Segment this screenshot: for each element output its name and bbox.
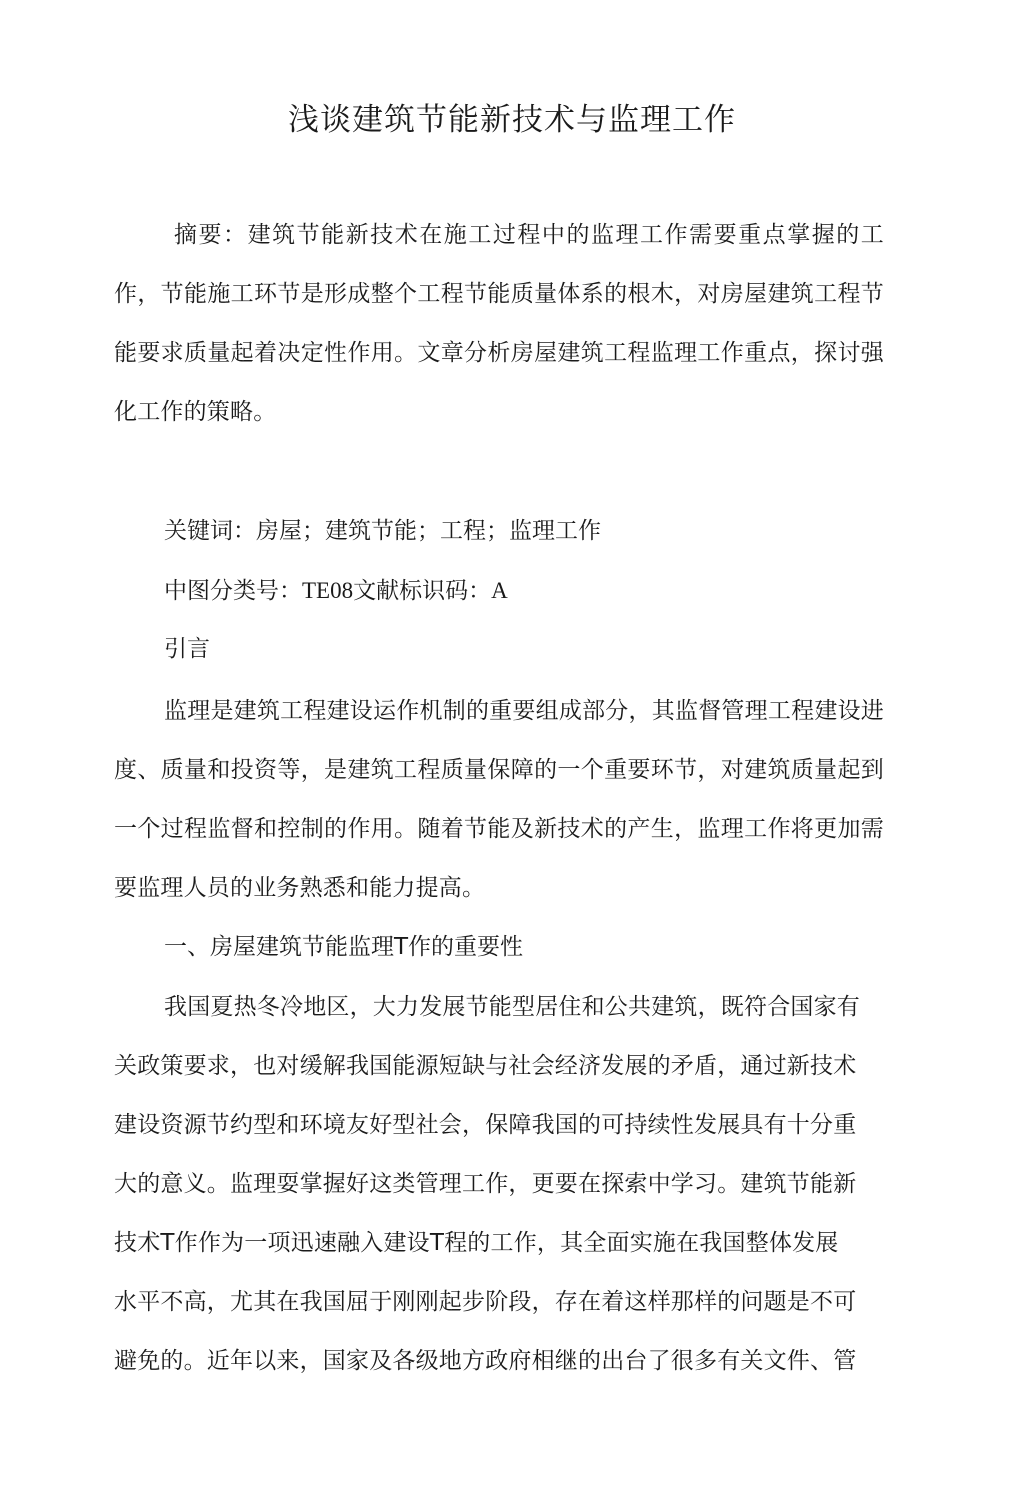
section-heading: 一、房屋建筑节能监理T作的重要性 bbox=[164, 934, 524, 960]
section-paragraph-line: 关政策要求，也对缓解我国能源短缺与社会经济发展的矛盾，通过新技术 bbox=[114, 1053, 857, 1079]
section-paragraph-line: 大的意义。监理耍掌握好这类管理工作，更要在探索中学习。建筑节能新 bbox=[114, 1171, 857, 1197]
document-id-code: A bbox=[491, 578, 508, 603]
section-paragraph-line: 技术T作作为一项迅速融入建设T程的工作，其全面实施在我国整体发展 bbox=[114, 1230, 839, 1256]
document-id-label: 文献标识码： bbox=[353, 578, 492, 604]
section-paragraph-line: 建设资源节约型和环境友好型社会，保障我国的可持续性发展具有十分重 bbox=[114, 1112, 857, 1138]
abstract-paragraph: 摘要：建筑节能新技术在施工过程中的监理工作需要重点掌握的工作，节能施工环节是形成整个工程节能质量体系的根木，对房屋建筑工程节能要求质量起着决定性作用。文章分析房屋建筑工程监理工作重点，探讨强化工作的策略。 bbox=[114, 222, 884, 425]
classification-line bbox=[164, 561, 508, 621]
section-paragraph-line: 水平不高，尤其在我国屈于刚刚起步阶段，存在着这样那样的问题是不可 bbox=[114, 1289, 857, 1315]
intro-heading: 引言 bbox=[164, 636, 210, 662]
document-title: 浅谈建筑节能新技术与监理工作 bbox=[288, 102, 736, 138]
keywords-line: 关键词：房屋；建筑节能；工程；监理工作 bbox=[164, 518, 601, 544]
section-paragraph-line: 我国夏热冬冷地区，大力发展节能型居住和公共建筑，既符合国家有 bbox=[164, 994, 860, 1020]
classification-code: TE08 bbox=[302, 578, 354, 603]
classification-label: 中图分类号： bbox=[164, 578, 302, 604]
section-paragraph bbox=[114, 978, 884, 1391]
section-paragraph-line: 避免的。近年以来，国家及各级地方政府相继的出台了很多有关文件、管 bbox=[114, 1348, 857, 1374]
intro-paragraph: 监理是建筑工程建设运作机制的重要组成部分，其监督管理工程建设进度、质量和投资等，是建筑工程质量保障的一个重要环节，对建筑质量起到一个过程监督和控制的作用。随着节能及新技术的产生，监理工作将更加需要监理人员的业务熟悉和能力提高。 bbox=[114, 698, 884, 901]
